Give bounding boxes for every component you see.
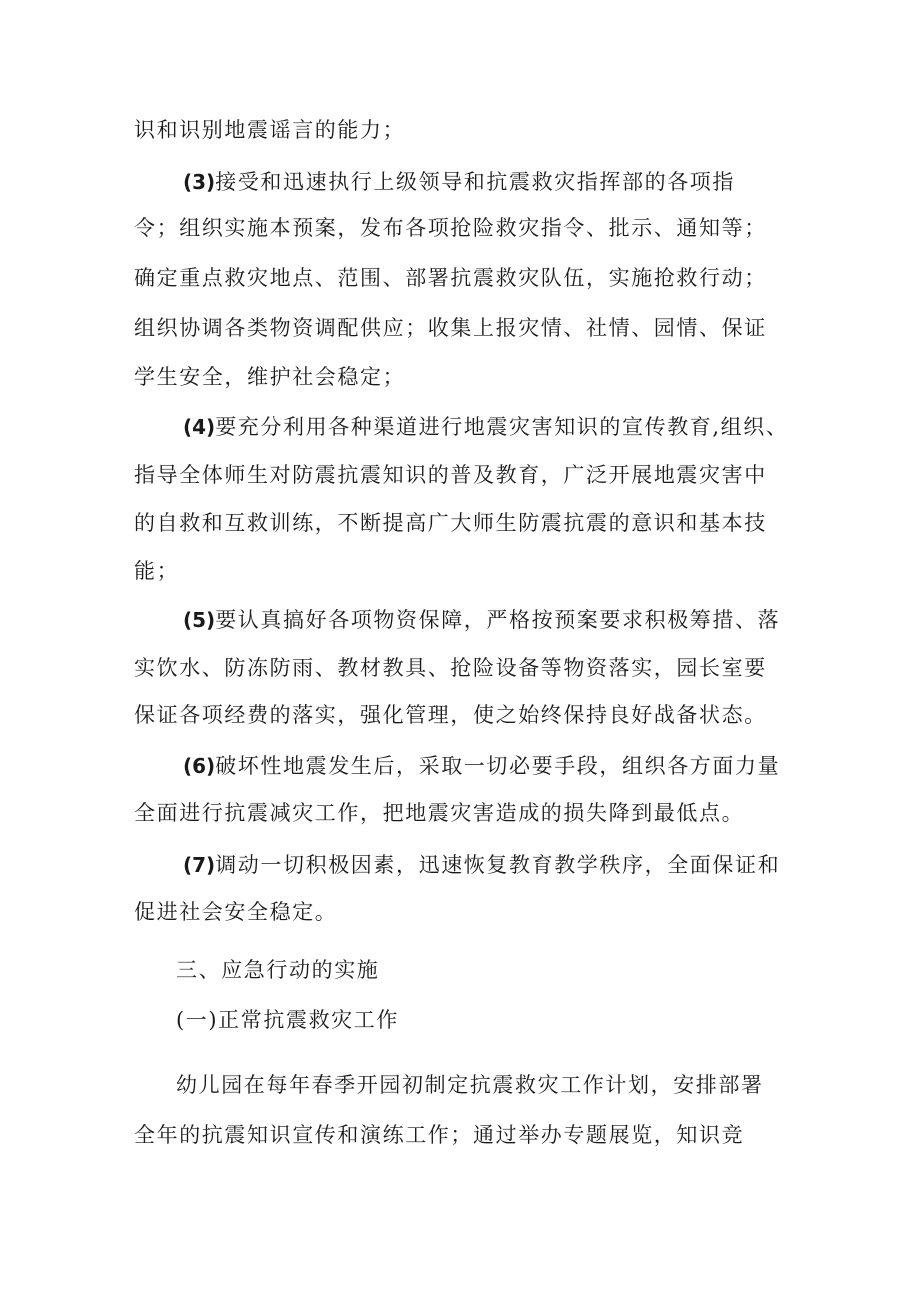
text-line: 组织协调各类物资调配供应；收集上报灾情、社情、园情、保证 bbox=[134, 316, 767, 340]
text-line: 幼儿园在每年春季开园初制定抗震救灾工作计划，安排部署 bbox=[176, 1073, 764, 1097]
text-line: (3)接受和迅速执行上级领导和抗震救灾指挥部的各项指 bbox=[183, 170, 736, 194]
text-line: 保证各项经费的落实，强化管理，使之始终保持良好战备状态。 bbox=[134, 703, 767, 727]
item-marker: (7) bbox=[183, 853, 216, 877]
text-line: 实饮水、防冻防雨、教材教具、抢险设备等物资落实，园长室要 bbox=[134, 656, 767, 680]
subsection-heading: (一)正常抗震救灾工作 bbox=[176, 1008, 399, 1032]
text-line: 学生安全，维护社会稳定； bbox=[134, 365, 406, 389]
text-line: 能； bbox=[134, 559, 180, 583]
text-line: 全年的抗震知识宣传和演练工作；通过举办专题展览，知识竞 bbox=[134, 1123, 745, 1147]
item-marker: (4) bbox=[183, 415, 216, 439]
text-line: (6)破坏性地震发生后，采取一切必要手段，组织各方面力量 bbox=[183, 754, 781, 778]
text-line: 促进社会安全稳定。 bbox=[134, 900, 338, 924]
text-line: 全面进行抗震减灾工作，把地震灾害造成的损失降到最低点。 bbox=[134, 801, 745, 825]
item-marker: (3) bbox=[183, 170, 216, 194]
text-line: 确定重点救灾地点、范围、部署抗震救灾队伍，实施抢救行动； bbox=[134, 266, 767, 290]
text-line: 令；组织实施本预案，发布各项抢险救灾指令、批示、通知等； bbox=[134, 216, 767, 240]
text-line: (4)要充分利用各种渠道进行地震灾害知识的宣传教育,组织、 bbox=[183, 415, 789, 439]
text-line: 的自救和互救训练，不断提高广大师生防震抗震的意识和基本技 bbox=[134, 511, 767, 535]
item-marker: (5) bbox=[183, 608, 216, 632]
section-heading: 三、应急行动的实施 bbox=[176, 958, 380, 982]
text-line: (5)要认真搞好各项物资保障，严格按预案要求积极筹措、落 bbox=[183, 608, 781, 632]
text-line: (7)调动一切积极因素，迅速恢复教育教学秩序，全面保证和 bbox=[183, 853, 781, 877]
item-marker: (6) bbox=[183, 754, 216, 778]
text-line: 指导全体师生对防震抗震知识的普及教育，广泛开展地震灾害中 bbox=[134, 463, 767, 487]
text-line: 识和识别地震谣言的能力； bbox=[134, 118, 406, 142]
